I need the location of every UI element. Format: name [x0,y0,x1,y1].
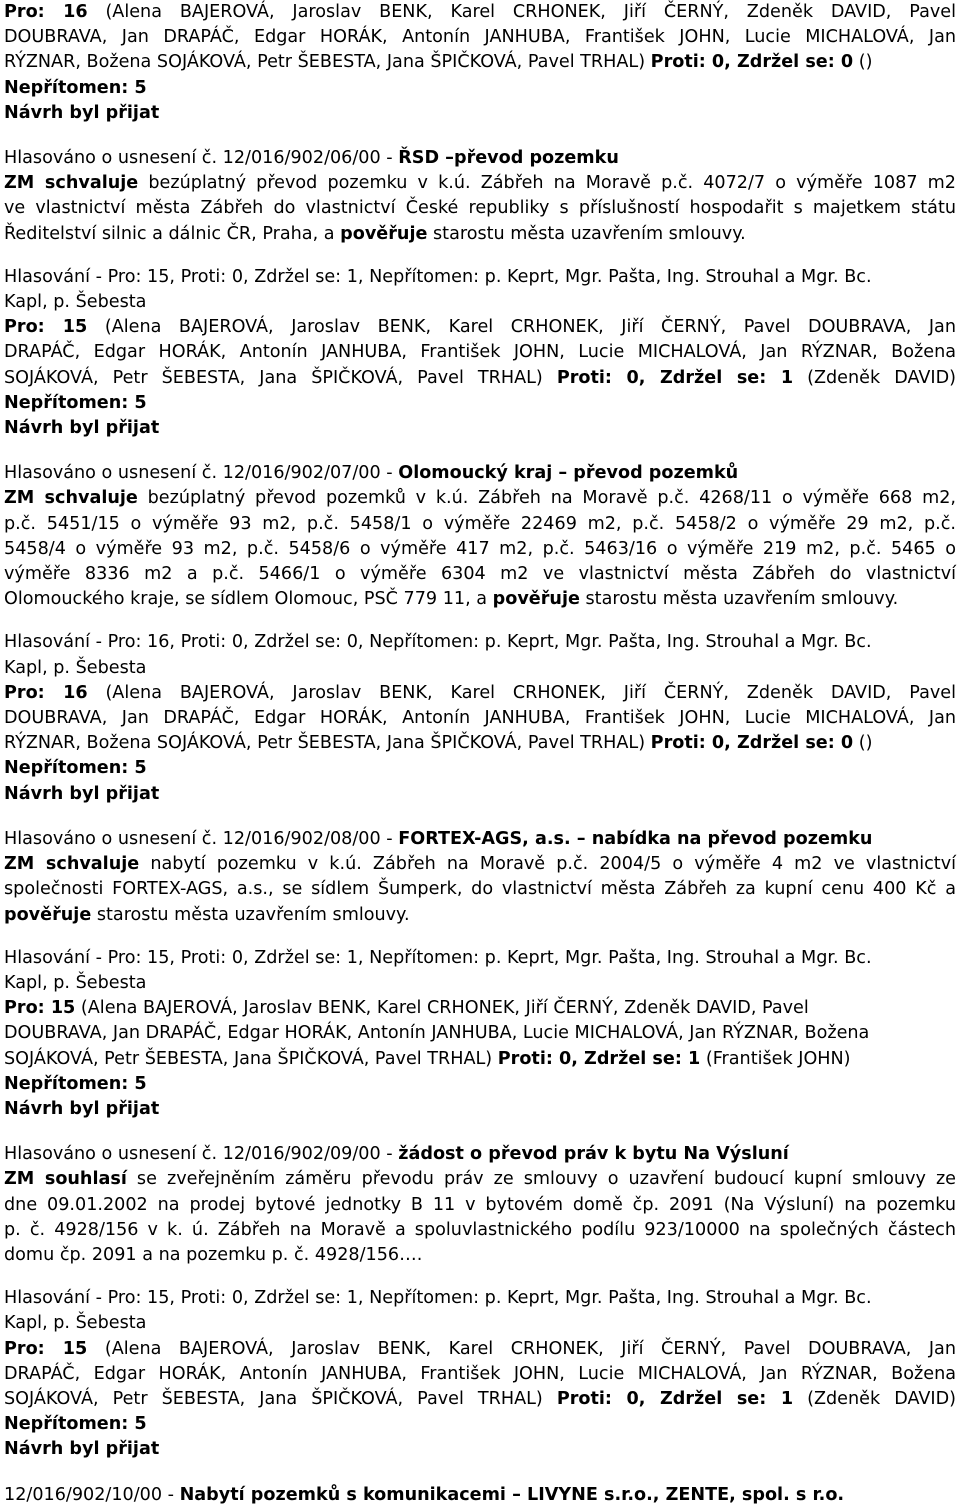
vote-proti: Proti: 0, Zdržel se: 1 [497,1048,701,1069]
vote-proti: Proti: 0, Zdržel se: 1 [556,1388,794,1409]
resolution-text-line: 5458/4 o výměře 93 m2, p.č. 5458/6 o výměře 417 m2, p.č. 5463/16 o výměře 219 m2, p.č. 5465 o [4,538,956,559]
resolution-text: Ředitelství silnic a dálnic ČR, Praha, a [4,223,341,244]
vote-abstain-names: () [853,733,873,754]
resolution-text-line: výměře 8336 m2 a p.č. 5466/1 o výměře 6304 m2 ve vlastnictví města Zábřeh do vlastnictví [4,564,956,585]
vote-abstain-names: (František JOHN) [700,1048,851,1069]
vote-absent: Nepřítomen: 5 [4,1073,147,1094]
vote-names-line: DOUBRAVA, Jan DRAPÁČ, Edgar HORÁK, Antonín JANHUBA, František JOHN, Lucie MICHALOVÁ, Jan [4,27,956,48]
vote-summary: Hlasování - Pro: 15, Proti: 0, Zdržel se: 1, Nepřítomen: p. Keprt, Mgr. Pašta, Ing. Strouhal a Mgr. Bc. [4,947,872,968]
vote-pro-count: Pro: 15 [4,317,88,338]
resolution-08 [4,827,956,1122]
vote-names-text: (Alena BAJEROVÁ, Jaroslav BENK, Karel CRHONEK, Jiří ČERNÝ, Zdeněk DAVID, Pavel [87,2,956,22]
resolution-text-line [4,222,956,247]
resolution-text-line: ve vlastnictví města Zábřeh do vlastnictví České republiky s příslušností hospodařit s majetkem státu [4,198,956,219]
resolution-number: 12/016/902/10/00 - [4,1484,180,1505]
resolution-text-line [4,486,956,511]
resolution-verb: pověřuje [4,904,92,925]
resolution-text: nabytí pozemku v k.ú. Zábřeh na Moravě p.č. 2004/5 o výměře 4 m2 ve vlastnictví [139,854,956,875]
vote-abstain-names: (Zdeněk DAVID) [793,1388,956,1409]
vote-result: Návrh byl přijat [4,1439,160,1460]
vote-names-text: (Alena BAJEROVÁ, Jaroslav BENK, Karel CRHONEK, Jiří ČERNÝ, Zdeněk DAVID, Pavel [87,682,956,703]
resolution-06 [4,146,956,441]
resolution-09 [4,1142,956,1462]
resolution-heading [4,827,956,852]
resolution-verb: pověřuje [492,589,580,610]
resolution-heading [4,461,956,486]
resolution-subject: Nabytí pozemků s komunikacemi – LIVYNE s.r.o., ZENTE, spol. s r.o. [179,1484,845,1505]
vote-names-line [4,996,956,1021]
resolution-heading [4,1483,956,1508]
resolution-text-line [4,587,956,612]
resolution-number: Hlasováno o usnesení č. 12/016/902/08/00 - [4,828,399,849]
resolution-number: Hlasováno o usnesení č. 12/016/902/06/00 - [4,148,399,169]
vote-names-line [4,0,956,25]
vote-result: Návrh byl přijat [4,418,160,439]
resolution-text: starostu města uzavřením smlouvy. [91,904,410,925]
resolution-text-line [4,852,956,877]
vote-names-line [4,1047,956,1072]
vote-names-line [4,315,956,340]
resolution-text: starostu města uzavřením smlouvy. [427,223,746,244]
vote-names-line [4,1337,956,1362]
vote-summary: Kapl, p. Šebesta [4,657,147,678]
vote-summary: Hlasování - Pro: 15, Proti: 0, Zdržel se: 1, Nepřítomen: p. Keprt, Mgr. Pašta, Ing. Strouhal a Mgr. Bc. [4,266,872,287]
resolution-text: starostu města uzavřením smlouvy. [579,589,899,610]
vote-names-text: SOJÁKOVÁ, Petr ŠEBESTA, Jana ŠPIČKOVÁ, Pavel TRHAL) [4,367,557,388]
vote-names-text: SOJÁKOVÁ, Petr ŠEBESTA, Jana ŠPIČKOVÁ, Pavel TRHAL) [4,1388,557,1409]
vote-names-line: DRAPÁČ, Edgar HORÁK, Antonín JANHUBA, František JOHN, Lucie MICHALOVÁ, Jan RÝZNAR, Božena [4,1363,956,1384]
resolution-heading [4,146,956,171]
resolution-verb: pověřuje [340,223,428,244]
vote-names-text: (Alena BAJEROVÁ, Jaroslav BENK, Karel CRHONEK, Jiří ČERNÝ, Pavel DOUBRAVA, Jan [87,317,956,338]
vote-result-block [4,0,956,126]
vote-abstain-names: (Zdeněk DAVID) [793,367,956,388]
vote-names-line [4,731,956,756]
vote-summary: Hlasování - Pro: 16, Proti: 0, Zdržel se: 0, Nepřítomen: p. Keprt, Mgr. Pašta, Ing. Strouhal a Mgr. Bc. [4,632,872,653]
vote-names-line: DOUBRAVA, Jan DRAPÁČ, Edgar HORÁK, Antonín JANHUBA, František JOHN, Lucie MICHALOVÁ, Jan [4,708,956,729]
resolution-text: Olomouckého kraje, se sídlem Olomouc, PSČ 779 11, a [4,589,493,610]
vote-names-text: (Alena BAJEROVÁ, Jaroslav BENK, Karel CRHONEK, Jiří ČERNÝ, Zdeněk DAVID, Pavel [75,998,809,1019]
resolution-text-line: domu čp. 2091 a na pozemku p. č. 4928/156…. [4,1244,423,1265]
vote-names-line [4,1387,956,1412]
vote-result: Návrh byl přijat [4,102,160,123]
vote-absent: Nepřítomen: 5 [4,1414,147,1435]
resolution-subject: žádost o převod práv k bytu Na Výsluní [398,1144,789,1165]
resolution-text-line: dne 09.01.2002 na prodej bytové jednotky B 11 v bytovém domě čp. 2091 (Na Výsluní) na pozemku [4,1194,956,1215]
resolution-verb: ZM schvaluje [4,488,138,509]
resolution-07 [4,461,956,807]
vote-names-line [4,50,956,75]
vote-names-line: DRAPÁČ, Edgar HORÁK, Antonín JANHUBA, František JOHN, Lucie MICHALOVÁ, Jan RÝZNAR, Božena [4,342,956,363]
vote-summary: Kapl, p. Šebesta [4,292,147,313]
vote-pro-count: Pro: 15 [4,1338,88,1359]
vote-names-text: RÝZNAR, Božena SOJÁKOVÁ, Petr ŠEBESTA, Jana ŠPIČKOVÁ, Pavel TRHAL) [4,52,651,73]
resolution-text-line [4,903,956,928]
vote-summary: Hlasování - Pro: 15, Proti: 0, Zdržel se: 1, Nepřítomen: p. Keprt, Mgr. Pašta, Ing. Strouhal a Mgr. Bc. [4,1288,872,1309]
vote-pro-count: Pro: 16 [4,2,88,22]
vote-proti: Proti: 0, Zdržel se: 0 [650,733,854,754]
vote-result: Návrh byl přijat [4,1098,160,1119]
vote-absent: Nepřítomen: 5 [4,392,147,413]
resolution-subject: Olomoucký kraj – převod pozemků [398,463,739,484]
vote-names-text: RÝZNAR, Božena SOJÁKOVÁ, Petr ŠEBESTA, Jana ŠPIČKOVÁ, Pavel TRHAL) [4,733,651,754]
resolution-text-line: společnosti FORTEX-AGS, a.s., se sídlem Šumperk, do vlastnictví města Zábřeh za kupní cenu 400 Kč a [4,879,956,900]
resolution-verb: ZM souhlasí [4,1169,127,1190]
resolution-verb: ZM schvaluje [4,173,139,194]
vote-pro-count: Pro: 16 [4,682,88,703]
resolution-text: bezúplatný převod pozemků v k.ú. Zábřeh na Moravě p.č. 4268/11 o výměře 668 m2, [137,488,956,509]
resolution-text-line [4,171,956,196]
resolution-subject: ŘSD –převod pozemku [398,148,619,169]
vote-absent: Nepřítomen: 5 [4,758,147,779]
vote-names-line [4,366,956,391]
resolution-text-line: p.č. 5451/15 o výměře 93 m2, p.č. 5458/1 o výměře 22469 m2, p.č. 5458/2 o výměře 29 m2, p.č. [4,513,956,534]
resolution-verb: ZM schvaluje [4,854,140,875]
vote-proti: Proti: 0, Zdržel se: 0 [650,52,854,73]
vote-summary: Kapl, p. Šebesta [4,1313,147,1334]
vote-names-line [4,681,956,706]
resolution-number: Hlasováno o usnesení č. 12/016/902/09/00 - [4,1144,399,1165]
resolution-text: bezúplatný převod pozemku v k.ú. Zábřeh na Moravě p.č. 4072/7 o výměře 1087 m2 [138,173,956,194]
resolution-number: Hlasováno o usnesení č. 12/016/902/07/00 - [4,463,399,484]
vote-names-text: SOJÁKOVÁ, Petr ŠEBESTA, Jana ŠPIČKOVÁ, Pavel TRHAL) [4,1048,498,1069]
vote-absent: Nepřítomen: 5 [4,77,147,98]
vote-names-line: DOUBRAVA, Jan DRAPÁČ, Edgar HORÁK, Antonín JANHUBA, Lucie MICHALOVÁ, Jan RÝZNAR, Božena [4,1023,870,1044]
resolution-subject: FORTEX-AGS, a.s. – nabídka na převod pozemku [398,828,873,849]
resolution-heading [4,1142,956,1167]
vote-pro-count: Pro: 15 [4,998,76,1019]
vote-abstain-names: () [853,52,873,73]
resolution-text-line [4,1167,956,1192]
vote-summary: Kapl, p. Šebesta [4,972,147,993]
vote-names-text: (Alena BAJEROVÁ, Jaroslav BENK, Karel CRHONEK, Jiří ČERNÝ, Pavel DOUBRAVA, Jan [87,1338,956,1359]
vote-proti: Proti: 0, Zdržel se: 1 [556,367,794,388]
resolution-10 [4,1483,956,1508]
resolution-text-line: p. č. 4928/156 v k. ú. Zábřeh na Moravě a spoluvlastnického podílu 923/10000 na společných částech [4,1219,956,1240]
resolution-text: se zveřejněním záměru převodu práv ze smlouvy o uzavření budoucí kupní smlouvy ze [126,1169,957,1190]
vote-result: Návrh byl přijat [4,783,160,804]
